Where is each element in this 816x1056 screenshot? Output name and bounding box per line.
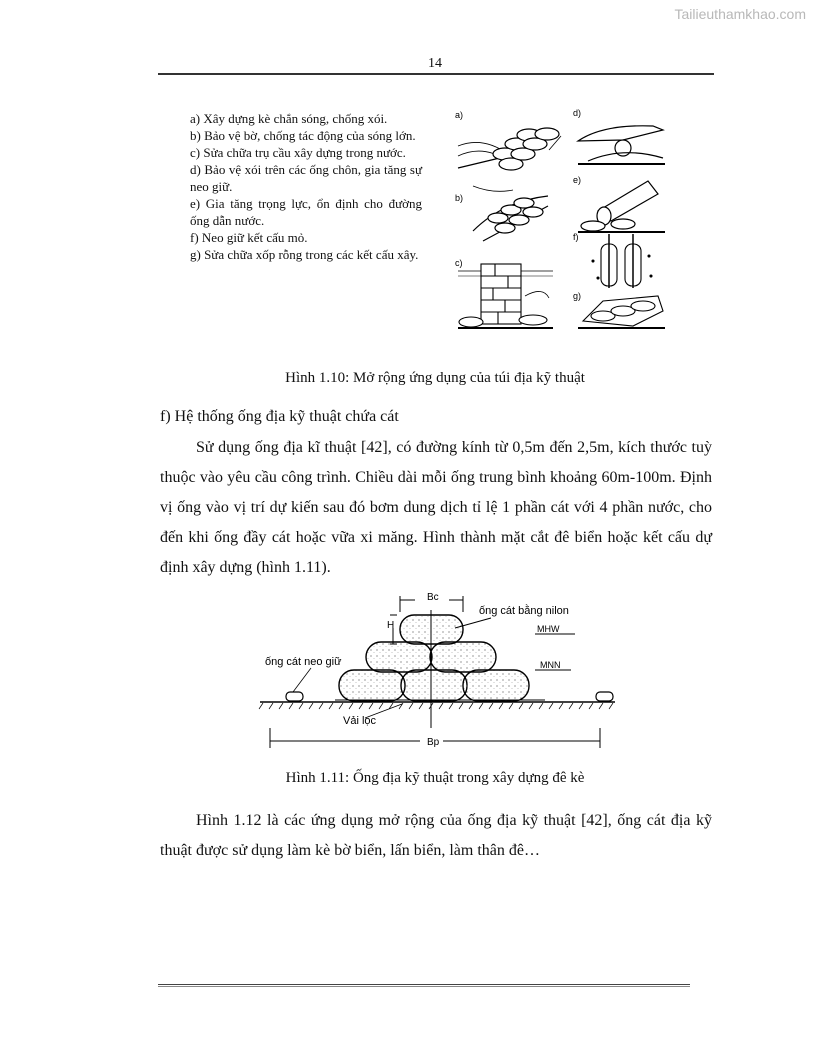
section-heading: f) Hệ thống ống địa kỹ thuật chứa cát (160, 408, 399, 425)
panel-label-e: e) (573, 175, 582, 185)
list-item: b) Bảo vệ bờ, chống tác động của sóng lớn. (190, 128, 416, 143)
panel-f-drawing (592, 234, 652, 288)
panel-label-b: b) (455, 193, 464, 203)
label-bp: Bp (427, 737, 440, 748)
figure-1-10-caption: Hình 1.10: Mở rộng ứng dụng của túi địa kỹ thuật (285, 370, 585, 386)
label-nylon-tube: ống cát bằng nilon (479, 605, 569, 617)
panel-a-drawing (458, 128, 561, 170)
figure-1-11-caption: Hình 1.11: Ống địa kỹ thuật trong xây dựng đê kè (285, 770, 585, 786)
label-anchor-tube: ống cát neo giữ (265, 656, 342, 668)
label-mhw: MHW (537, 624, 560, 634)
sand-tube (401, 670, 467, 701)
list-item: e) Gia tăng trọng lực, ổn định cho đường ống dẫn nước. (190, 196, 422, 228)
panel-g-drawing (578, 296, 665, 328)
panel-c-drawing (458, 264, 553, 328)
figure-1-10-list (190, 110, 422, 263)
panel-label-c: c) (455, 258, 463, 268)
panel-b-drawing (473, 186, 548, 241)
figure-1-11-diagram (255, 588, 620, 753)
header-rule (158, 73, 714, 75)
label-filter-fabric: Vải lọc (343, 715, 377, 727)
sand-tube (430, 642, 496, 672)
panel-e-drawing (578, 181, 665, 232)
list-item: g) Sửa chữa xốp rỗng trong các kết cấu xây. (190, 247, 419, 262)
panel-d-drawing (578, 126, 665, 164)
sand-tube (339, 670, 405, 701)
anchor-tube-right (596, 692, 613, 701)
paragraph: Sử dụng ống địa kĩ thuật [42], có đường kính từ 0,5m đến 2,5m, kích thước tuỳ thuộc vào yêu cầu công trình. Chiều dài mỗi ống trung bình khoảng 60m-100m. Định vị ống vào vị trí dự kiến sau đó bơm dung dịch tỉ lệ 1 phần cát với 4 phần nước, cho đến khi ống đầy cát hoặc vữa xi măng. Hình thành mặt cắt đê biển hoặc kết cấu dự định xây dựng (hình 1.11). (160, 439, 712, 576)
page-number: 14 (428, 56, 442, 71)
figure-1-10-illustration (453, 106, 668, 331)
anchor-tube-left (286, 692, 303, 701)
label-mnn: MNN (540, 660, 561, 670)
label-bc: Bc (427, 592, 439, 603)
panel-label-d: d) (573, 108, 582, 118)
panel-label-g: g) (573, 291, 582, 301)
footer-rule (158, 984, 690, 985)
watermark: Tailieuthamkhao.com (674, 6, 806, 22)
list-item: c) Sửa chữa trụ cầu xây dựng trong nước. (190, 145, 406, 160)
panel-label-f: f) (573, 232, 579, 242)
list-item: a) Xây dựng kè chắn sóng, chống xói. (190, 111, 388, 126)
list-item: f) Neo giữ kết cấu mỏ. (190, 230, 308, 245)
paragraph: Hình 1.12 là các ứng dụng mở rộng của ống địa kỹ thuật [42], ống cát địa kỹ thuật được sử dụng làm kè bờ biển, lấn biển, làm thân đê… (160, 812, 712, 859)
label-h: H (387, 620, 395, 631)
sand-tube (366, 642, 432, 672)
panel-label-a: a) (455, 110, 464, 120)
sand-tube (463, 670, 529, 701)
list-item: d) Bảo vệ xói trên các ống chôn, gia tăng sự neo giữ. (190, 162, 422, 194)
